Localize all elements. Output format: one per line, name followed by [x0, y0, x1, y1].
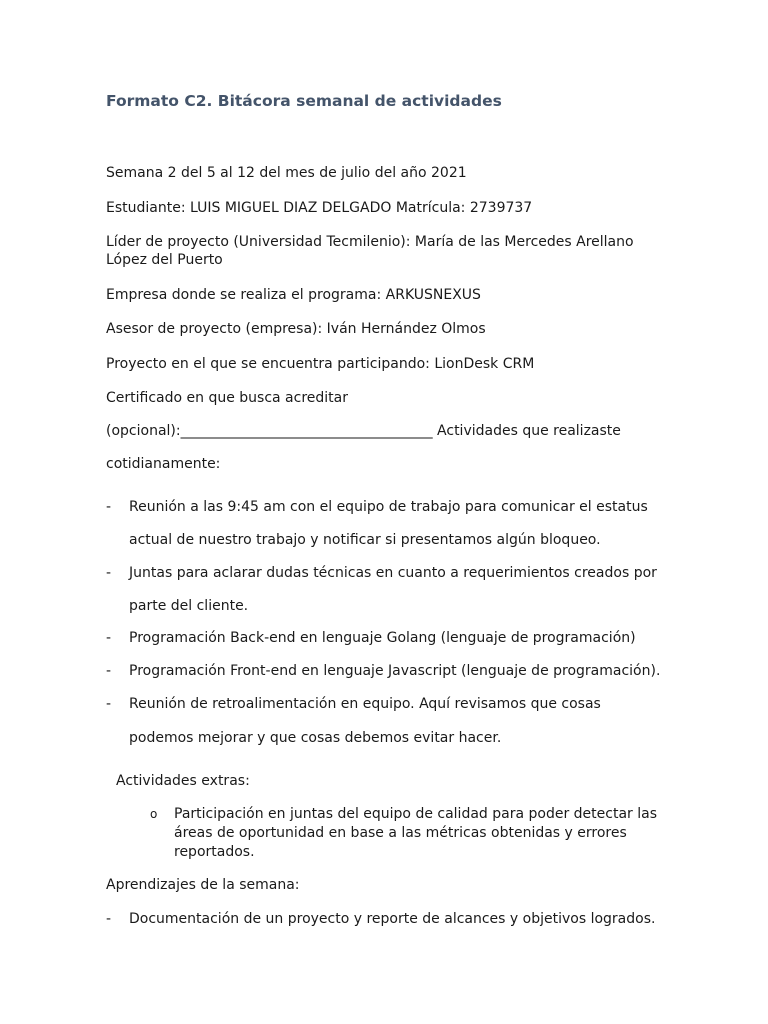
- dash-bullet: -: [106, 696, 112, 712]
- activity-text: podemos mejorar y que cosas debemos evitar hacer.: [129, 730, 502, 746]
- dash-bullet: -: [106, 565, 112, 581]
- sub-list-item: [150, 805, 660, 862]
- circle-bullet: o: [150, 807, 158, 821]
- company-line: Empresa donde se realiza el programa: ARKUSNEXUS: [106, 287, 481, 303]
- activity-text: Reunión de retroalimentación en equipo. Aquí revisamos que cosas: [129, 696, 601, 712]
- extras-heading: Actividades extras:: [116, 773, 250, 789]
- learning-heading: Aprendizajes de la semana:: [106, 877, 300, 893]
- project-line: Proyecto en el que se encuentra participando: LionDesk CRM: [106, 356, 535, 372]
- activity-text: Programación Back-end en lenguaje Golang (lenguaje de programación): [129, 630, 636, 646]
- dash-bullet: -: [106, 630, 112, 646]
- activity-text: Programación Front-end en lenguaje Javascript (lenguaje de programación).: [129, 663, 661, 679]
- page-title: Formato C2. Bitácora semanal de actividades: [106, 92, 502, 110]
- leader-line: Líder de proyecto (Universidad Tecmilenio): María de las Mercedes Arellano López del Puerto: [106, 234, 634, 268]
- certificate-line: Certificado en que busca acreditar: [106, 390, 348, 406]
- activity-text: Juntas para aclarar dudas técnicas en cuanto a requerimientos creados por: [129, 565, 657, 581]
- dash-bullet: -: [106, 911, 112, 927]
- extra-text: Participación en juntas del equipo de calidad para poder detectar las áreas de oportunidad en base a las métricas obtenidas y errores reportados.: [174, 806, 657, 860]
- daily-line: cotidianamente:: [106, 456, 221, 472]
- week-line: Semana 2 del 5 al 12 del mes de julio del año 2021: [106, 165, 467, 181]
- advisor-line: Asesor de proyecto (empresa): Iván Hernández Olmos: [106, 321, 486, 337]
- activity-text: actual de nuestro trabajo y notificar si presentamos algún bloqueo.: [129, 532, 601, 548]
- dash-bullet: -: [106, 663, 112, 679]
- activity-text: Reunión a las 9:45 am con el equipo de trabajo para comunicar el estatus: [129, 499, 648, 515]
- student-line: Estudiante: LUIS MIGUEL DIAZ DELGADO Matrícula: 2739737: [106, 200, 533, 216]
- dash-bullet: -: [106, 499, 112, 515]
- optional-line: (opcional):____________________________________ Actividades que realizaste: [106, 423, 621, 439]
- activity-text: parte del cliente.: [129, 598, 249, 614]
- learning-text: Documentación de un proyecto y reporte de alcances y objetivos logrados.: [129, 911, 656, 927]
